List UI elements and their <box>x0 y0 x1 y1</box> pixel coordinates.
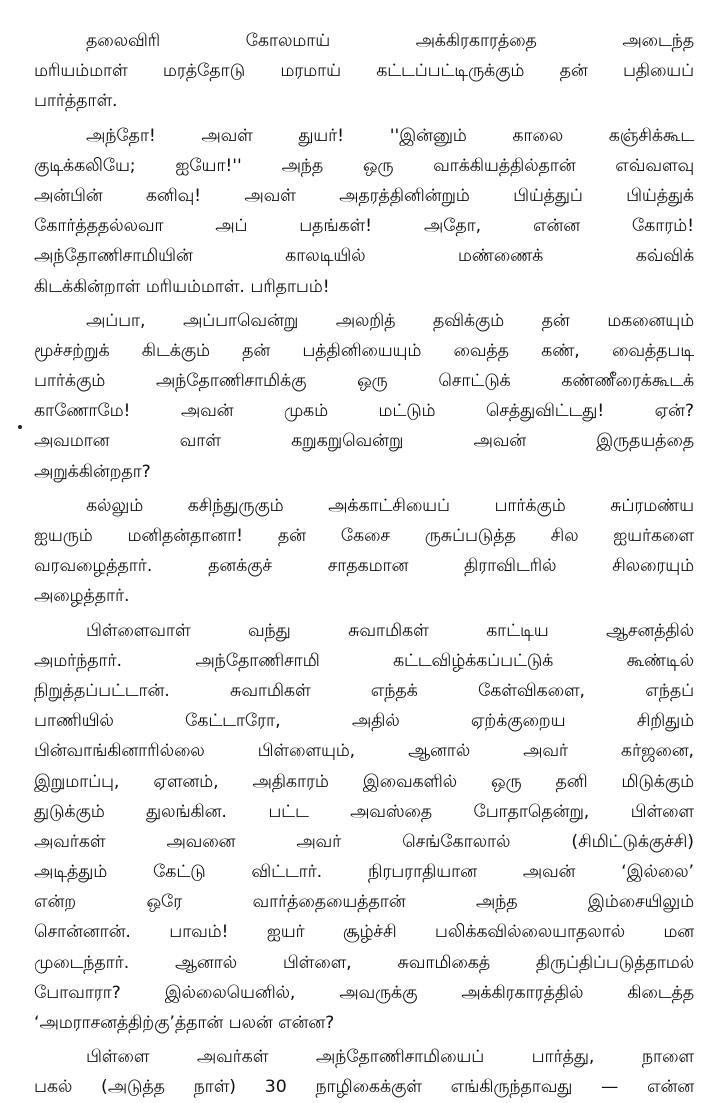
text-line: ஐயரும் மனிதன்தானா! தன் கேசை ருசுப்படுத்த சில ஐயர்களை <box>34 526 694 546</box>
text-line: பின்வாங்கினாரில்லை பிள்ளையும், ஆனால் அவர் கர்ஜனை, <box>34 741 694 762</box>
document-page <box>34 26 694 1103</box>
text-line: அவமான வாள் கறுகறுவென்று அவன் இருதயத்தை <box>34 431 694 452</box>
paragraph-5 <box>34 616 694 1039</box>
paragraph-6 <box>34 1042 694 1102</box>
text-line: அறுக்கின்றதா? <box>34 461 151 482</box>
text-line: துடுக்கும் துலங்கின. பட்ட அவஸ்தை போதாதென்று, பிள்ளை <box>34 801 694 822</box>
text-line: குடிக்கலியே; ஐயோ!'' அந்த ஒரு வாக்கியத்தில்தான் எவ்வளவு <box>34 155 694 176</box>
text-line: ‘அமராசனத்திற்கு’த்தான் பலன் என்ன? <box>34 1013 335 1033</box>
text-line: பார்த்தாள். <box>34 91 118 112</box>
text-line: அடித்தும் கேட்டு விட்டார். நிரபராதியான அவன் ‘இல்லை’ <box>34 862 694 883</box>
text-line: மரியம்மாள் மரத்தோடு மரமாய் கட்டப்பட்டிருக்கும் தன் பதியைப் <box>34 61 694 82</box>
text-line: அமர்ந்தார். அந்தோணிசாமி கட்டவிழ்க்கப்பட்டுக் கூண்டில் <box>34 650 694 671</box>
text-line: முடைந்தார். ஆனால் பிள்ளை, சுவாமிகைத் திருப்திப்படுத்தாமல் <box>34 952 694 973</box>
paragraph-4 <box>34 491 694 612</box>
text-line: பாணியில் கேட்டாரோ, அதில் ஏற்க்குறைய சிறிதும் <box>34 711 694 732</box>
text-line: சொன்னான். பாவம்! ஐயர் சூழ்ச்சி பலிக்கவில்லையாதலால் மன <box>34 922 694 943</box>
text-line: அந்தோ! அவள் துயர்! ''இன்னும் காலை கஞ்சிக்கூட <box>86 125 694 146</box>
scan-speck <box>18 425 22 429</box>
text-line: அந்தோணிசாமியின் காலடியில் மண்ணைக் கவ்விக் <box>34 246 694 267</box>
text-line: அப்பா, அப்பாவென்று அலறித் தவிக்கும் தன் மகனையும் <box>86 310 694 331</box>
text-line: கல்லும் கசிந்துருகும் அக்காட்சியைப் பார்க்கும் சுப்ரமண்ய <box>86 495 694 516</box>
paragraph-2 <box>34 121 694 302</box>
text-line: வரவழைத்தார். தனக்குச் சாதகமான திராவிடரில் சிலரையும் <box>34 556 694 577</box>
text-line: தலைவிரி கோலமாய் அக்கிரகாரத்தை அடைந்த <box>86 31 694 51</box>
text-line: நிறுத்தப்பட்டான். சுவாமிகள் எந்தக் கேள்விகளை, எந்தப் <box>34 680 694 701</box>
paragraph-3 <box>34 306 694 487</box>
text-line: மூச்சற்றுக் கிடக்கும் தன் பத்தினியையும் வைத்த கண், வைத்தபடி <box>34 340 694 361</box>
text-line: காணோமே! அவன் முகம் மட்டும் செத்துவிட்டது! ஏன்? <box>34 401 694 422</box>
text-line: என்ற ஒரே வார்த்தையைத்தான் அந்த இம்சையிலும் <box>34 892 694 913</box>
text-line: பார்க்கும் அந்தோணிசாமிக்கு ஒரு சொட்டுக் கண்ணீரைக்கூடக் <box>34 371 694 392</box>
text-line: அன்பின் கனிவு! அவள் அதரத்தினின்றும் பிய்த்துப் பிய்த்துக் <box>34 185 694 206</box>
text-line: கிடக்கின்றாள் மரியம்மாள். பரிதாபம்! <box>34 276 330 297</box>
text-line: போவாரா? இல்லையெனில், அவருக்கு அக்கிரகாரத்தில் கிடைத்த <box>34 982 694 1003</box>
text-line: பிள்ளைவாள் வந்து சுவாமிகள் காட்டிய ஆசனத்தில் <box>86 620 694 641</box>
text-line: இறுமாப்பு, ஏளனம், அதிகாரம் இவைகளில் ஒரு தனி மிடுக்கும் <box>34 771 694 792</box>
text-line: பகல் (அடுத்த நாள்) 30 நாழிகைக்குள் எங்கிருந்தாவது — என்ன <box>34 1077 694 1098</box>
text-line: பிள்ளை அவர்கள் அந்தோணிசாமியைப் பார்த்து, நாளை <box>86 1047 694 1068</box>
paragraph-1 <box>34 26 694 117</box>
text-line: கோர்த்ததல்லவா அப் பதங்கள்! அதோ, என்ன கோரம்! <box>34 216 694 237</box>
text-line: அவர்கள் அவனை அவர் செங்கோலால் (சிமிட்டுக்குச்சி) <box>34 831 694 852</box>
text-line: அழைத்தார். <box>34 586 130 607</box>
